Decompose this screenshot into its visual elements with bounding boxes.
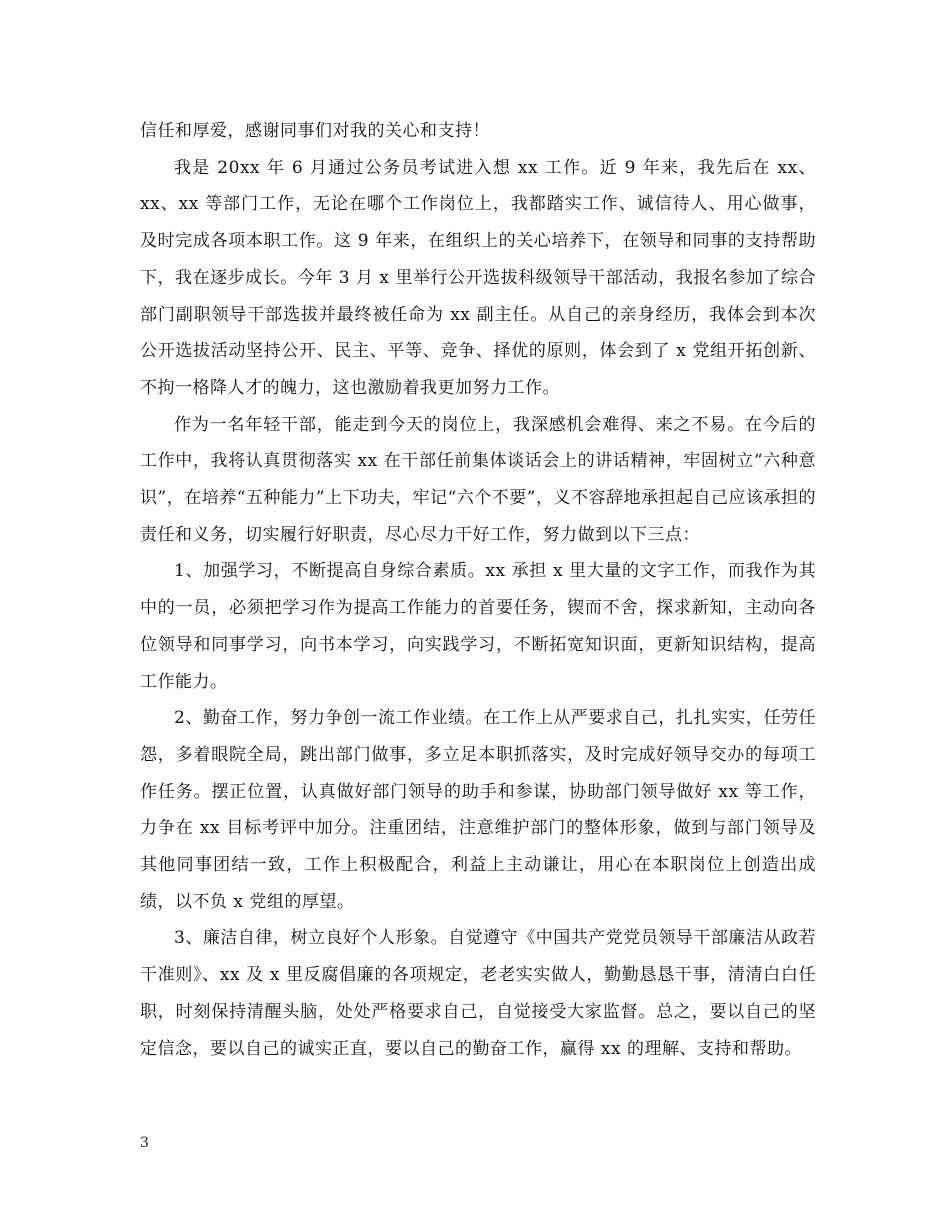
document-body [140,113,816,1067]
page-number: 3 [140,1135,149,1151]
paragraph: 作为一名年轻干部，能走到今天的岗位上，我深感机会难得、来之不易。在今后的工作中，我将认真贯彻落实 xx 在干部任前集体谈话会上的讲话精神，牢固树立“六种意识”，在培养“五种能力”上下功夫，牢记“六个不要”，义不容辞地承担起自己应该承担的责任和义务，切实履行好职责，尽心尽力干好工作，努力做到以下三点： [140,414,816,545]
paragraph: 我是 20xx 年 6 月通过公务员考试进入想 xx 工作。近 9 年来，我先后在 xx、xx、xx 等部门工作，无论在哪个工作岗位上，我都踏实工作、诚信待人、用心做事，及时完成各项本职工作。这 9 年来，在组织上的关心培养下，在领导和同事的支持帮助下，我在逐步成长。今年 3 月 x 里举行公开选拔科级领导干部活动，我报名参加了综合部门副职领导干部选拔并最终被任命为 xx 副主任。从自己的亲身经历，我体会到本次公开选拔活动坚持公开、民主、平等、竞争、择优的原则，体会到了 x 党组开拓创新、不拘一格降人才的魄力，这也激励着我更加努力工作。 [140,157,816,398]
paragraph: 1、加强学习，不断提高自身综合素质。xx 承担 x 里大量的文字工作，而我作为其中的一员，必须把学习作为提高工作能力的首要任务，锲而不舍，探求新知，主动向各位领导和同事学习，向书本学习，向实践学习，不断拓宽知识面，更新知识结构，提高工作能力。 [140,561,816,692]
paragraph: 2、勤奋工作，努力争创一流工作业绩。在工作上从严要求自己，扎扎实实，任劳任怨，多着眼院全局，跳出部门做事，多立足本职抓落实，及时完成好领导交办的每项工作任务。摆正位置，认真做好部门领导的助手和参谋，协助部门领导做好 xx 等工作，力争在 xx 目标考评中加分。注重团结，注意维护部门的整体形象，做到与部门领导及其他同事团结一致，工作上积极配合，利益上主动谦让，用心在本职岗位上创造出成绩，以不负 x 党组的厚望。 [140,708,816,912]
paragraph: 3、廉洁自律，树立良好个人形象。自觉遵守《中国共产党党员领导干部廉洁从政若干准则》、xx 及 x 里反腐倡廉的各项规定，老老实实做人，勤勤恳恳干事，清清白白任职，时刻保持清醒头脑，处处严格要求自己，自觉接受大家监督。总之，要以自己的坚定信念，要以自己的诚实正直，要以自己的勤奋工作，赢得 xx 的理解、支持和帮助。 [140,928,816,1059]
paragraph: 信任和厚爱，感谢同事们对我的关心和支持！ [140,121,490,141]
